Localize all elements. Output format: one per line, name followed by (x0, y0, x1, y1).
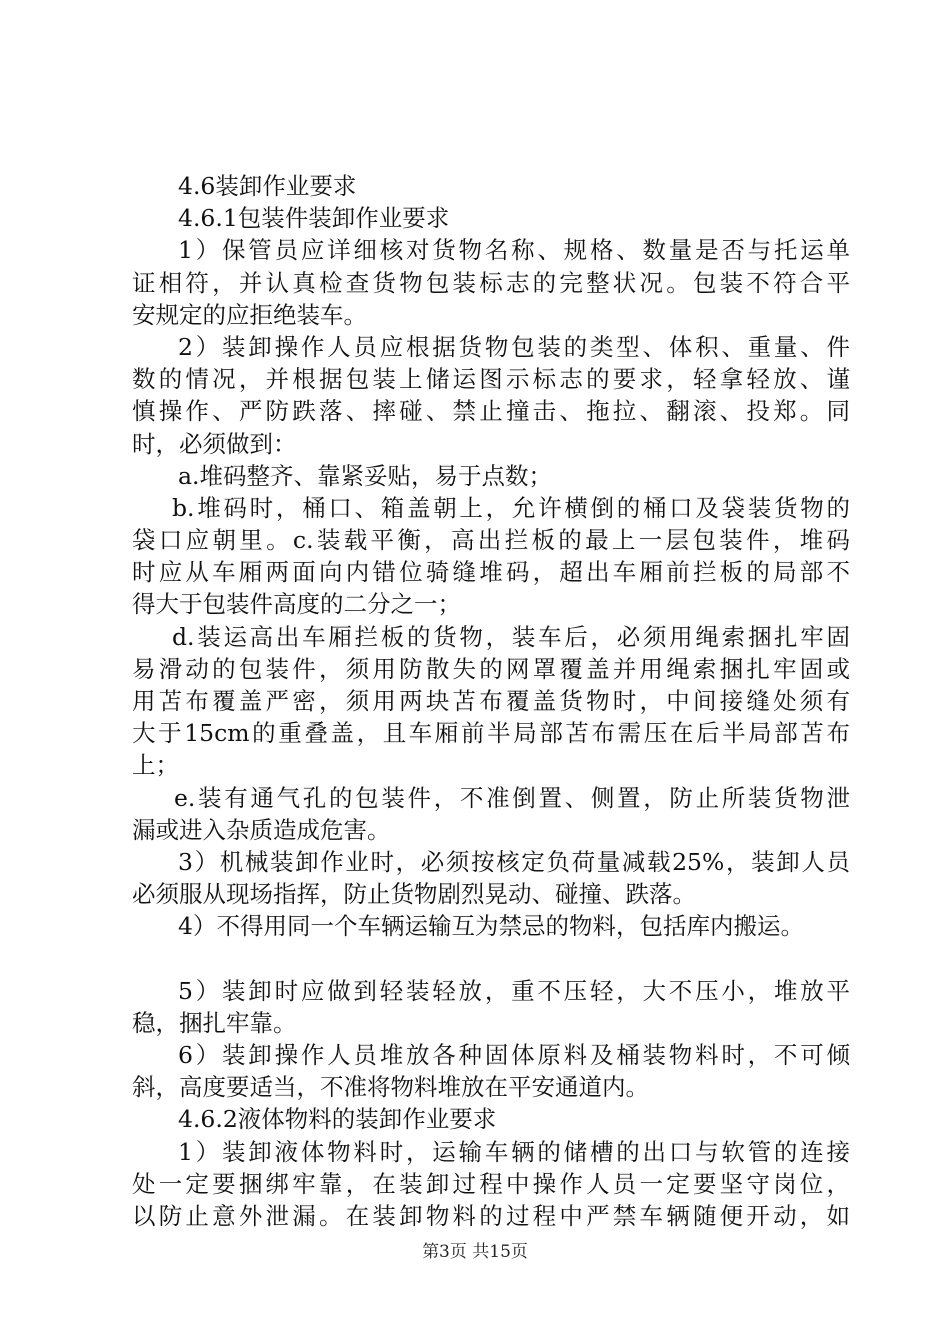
text-line: 4）不得用同一个车辆运输互为禁忌的物料，包括库内搬运。 (178, 912, 804, 941)
text-line: 数的情况，并根据包装上储运图示标志的要求，轻拿轻放、谨 (132, 365, 850, 394)
text-line: 6）装卸操作人员堆放各种固体原料及桶装物料时，不可倾 (178, 1041, 850, 1070)
text-line: 斜，高度要适当，不准将物料堆放在平安通道内。 (132, 1073, 649, 1102)
text-line: 5）装卸时应做到轻装轻放，重不压轻，大不压小，堆放平 (178, 976, 850, 1005)
text-line: 得大于包装件高度的二分之一； (132, 590, 461, 619)
text-line: 上； (132, 751, 179, 780)
page-number-footer: 第3页 共15页 (422, 1242, 528, 1262)
text-line: 易滑动的包装件，须用防散失的网罩覆盖并用绳索捆扎牢固或 (132, 654, 850, 683)
text-line: 袋口应朝里。c.装载平衡，高出拦板的最上一层包装件，堆码 (132, 526, 850, 555)
text-line: a.堆码整齐、靠紧妥贴，易于点数； (178, 461, 552, 490)
text-line: 2）装卸操作人员应根据货物包装的类型、体积、重量、件 (178, 332, 850, 361)
text-line: 稳，捆扎牢靠。 (132, 1008, 297, 1037)
text-line: 时应从车厢两面向内错位骑缝堆码，超出车厢前拦板的局部不 (132, 558, 850, 587)
text-line: 慎操作、严防跌落、摔碰、禁止撞击、拖拉、翻滚、投郑。同 (132, 397, 850, 426)
text-line: 1）保管员应详细核对货物名称、规格、数量是否与托运单 (178, 236, 850, 265)
text-line: b.堆码时，桶口、箱盖朝上，允许横倒的桶口及袋装货物的 (172, 493, 850, 522)
text-line: 漏或进入杂质造成危害。 (132, 815, 391, 844)
text-line: 必须服从现场指挥，防止货物剧烈晃动、碰撞、跌落。 (132, 880, 696, 909)
document-body (132, 170, 850, 1232)
text-line: 3）机械装卸作业时，必须按核定负荷量减载25%，装卸人员 (178, 847, 850, 876)
text-line: 时，必须做到： (132, 429, 297, 458)
text-line: 证相符，并认真检查货物包装标志的完整状况。包装不符合平 (132, 268, 850, 297)
blank-line (132, 943, 850, 975)
subsection-heading: 4.6.1包装件装卸作业要求 (178, 204, 450, 233)
section-heading: 4.6装卸作业要求 (178, 172, 357, 200)
text-line: 处一定要捆绑牢靠，在装卸过程中操作人员一定要坚守岗位， (132, 1169, 850, 1198)
text-line: d.装运高出车厢拦板的货物，装车后，必须用绳索捆扎牢固 (172, 622, 850, 651)
text-line: 1）装卸液体物料时，运输车辆的储槽的出口与软管的连接 (178, 1137, 850, 1166)
text-line: e.装有通气孔的包装件，不准倒置、侧置，防止所装货物泄 (174, 783, 850, 812)
text-line: 用苫布覆盖严密，须用两块苫布覆盖货物时，中间接缝处须有 (132, 687, 850, 715)
text-line: 大于15cm的重叠盖，且车厢前半局部苫布需压在后半局部苫布 (132, 719, 850, 748)
text-line: 以防止意外泄漏。在装卸物料的过程中严禁车辆随便开动，如 (132, 1202, 850, 1230)
subsection-heading: 4.6.2液体物料的装卸作业要求 (178, 1105, 497, 1134)
text-line: 安规定的应拒绝装车。 (132, 300, 367, 329)
